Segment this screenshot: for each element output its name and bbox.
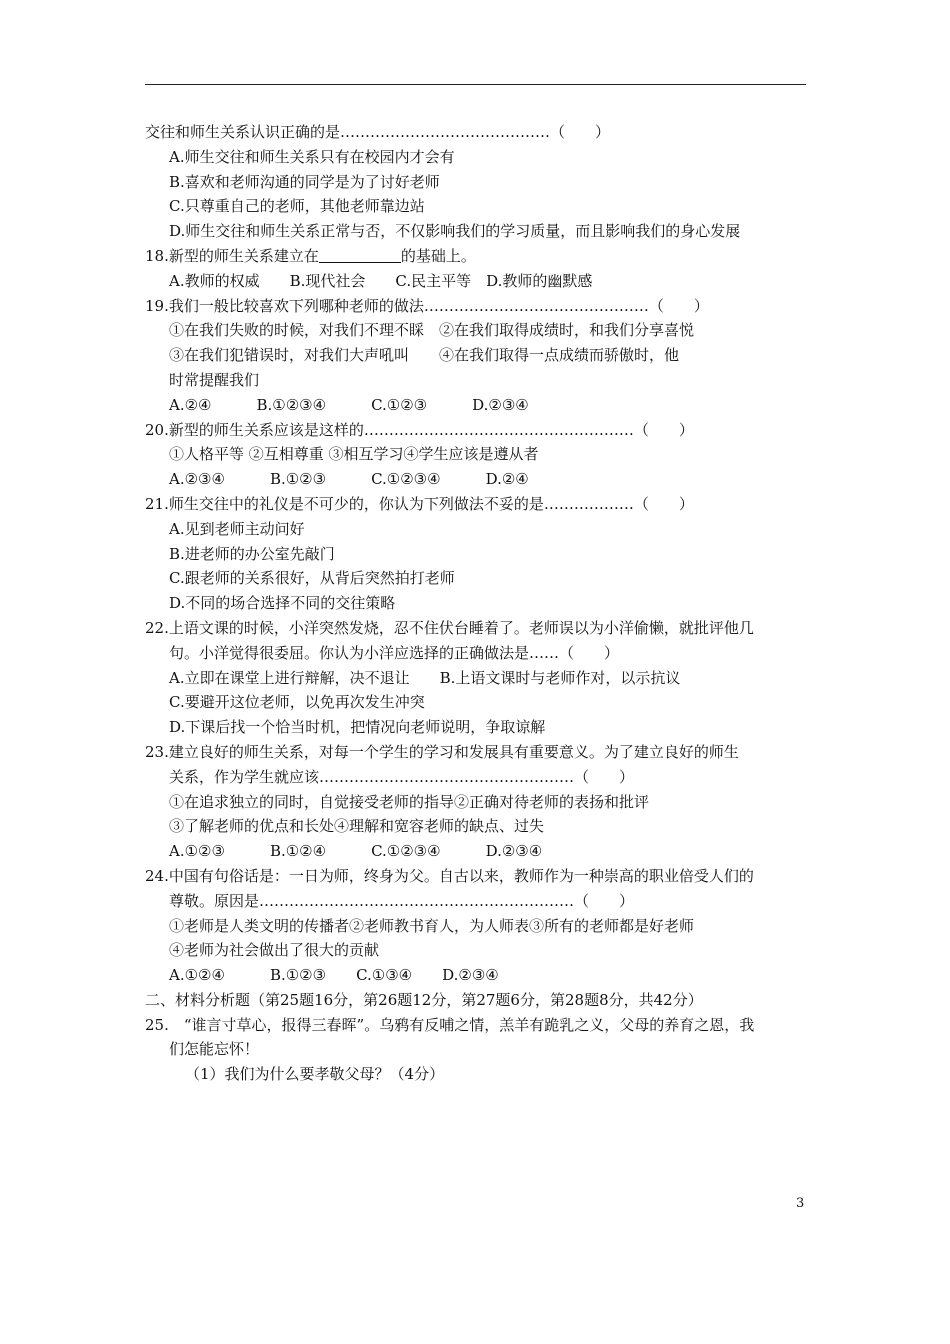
q17-option-a: A.师生交往和师生关系只有在校园内才会有 [169,147,455,166]
q21-option-b: B.进老师的办公室先敲门 [169,544,335,563]
q22-options-ab: A.立即在课堂上进行辩解，决不退让 B.上语文课时与老师作对，以示抗议 [169,668,681,687]
q22-stem-line-1: 22.上语文课的时候，小洋突然发烧，忍不住伏台睡着了。老师误以为小洋偷懒，就批评他几 [145,618,754,637]
q22-stem-line-2: 句。小洋觉得很委屈。你认为小洋应选择的正确做法是……（ ） [169,643,620,662]
q19-options: A.②④ B.①②③④ C.①②③ D.②③④ [169,395,529,414]
q23-options: A.①②③ B.①②④ C.①②③④ D.②③④ [169,842,543,861]
q23-statement-line-2: ③了解老师的优点和长处④理解和宽容老师的缺点、过失 [169,817,545,836]
q18-stem-before: 18.新型的师生关系建立在 [145,246,319,265]
section-2-heading: 二、材料分析题（第25题16分，第26题12分，第27题6分，第28题8分，共42分） [145,990,703,1009]
q19-statement-line-3: 时常提醒我们 [169,370,260,389]
q19-stem: 19.我们一般比较喜欢下列哪种老师的做法………………………………………（ ） [145,296,709,315]
q25-subquestion-1: （1）我们为什么要孝敬父母？（4分） [185,1065,445,1084]
q25-stem-line-2: 们怎能忘怀！ [169,1040,260,1059]
q22-option-c: C.要避开这位老师，以免再次发生冲突 [169,693,425,712]
q24-stem-line-2: 尊敬。原因是………………………………………………………（ ） [169,891,635,910]
q24-statement-line-1: ①老师是人类文明的传播者②老师教书育人，为人师表③所有的老师都是好老师 [169,916,695,935]
exam-content [145,120,810,1087]
q19-statement-line-2: ③在我们犯错误时，对我们大声吼叫 ④在我们取得一点成绩而骄傲时，他 [169,346,680,365]
q18-stem [145,244,810,269]
q18-fill-blank [319,247,401,263]
q19-statement-line-1: ①在我们失败的时候，对我们不理不睬 ②在我们取得成绩时，和我们分享喜悦 [169,321,695,340]
q17-stem: 交往和师生关系认识正确的是……………………………………（ ） [145,123,611,141]
q20-statements: ①人格平等 ②互相尊重 ③相互学习④学生应该是遵从者 [169,445,539,464]
header-rule [145,84,806,85]
q23-statement-line-1: ①在追求独立的同时，自觉接受老师的指导②正确对待老师的表扬和批评 [169,792,650,811]
q17-option-d: D.师生交往和师生关系正常与否，不仅影响我们的学习质量，而且影响我们的身心发展 [169,222,741,241]
q25-stem-line-1: 25. “谁言寸草心，报得三春晖”。乌鸦有反哺之情，羔羊有跪乳之义，父母的养育之恩，我 [145,1015,755,1034]
q17-option-c: C.只尊重自己的老师，其他老师靠边站 [169,197,425,216]
q24-stem-line-1: 24.中国有句俗话是：一日为师，终身为父。自古以来，教师作为一种崇高的职业倍受人们的 [145,866,754,885]
q18-options: A.教师的权威 B.现代社会 C.民主平等 D.教师的幽默感 [169,271,593,290]
q21-option-d: D.不同的场合选择不同的交往策略 [169,594,396,613]
q17-option-b: B.喜欢和老师沟通的同学是为了讨好老师 [169,172,440,191]
page-number: 3 [796,1196,805,1211]
q20-options: A.②③④ B.①②③ C.①②③④ D.②④ [169,470,529,489]
q18-stem-after: 的基础上。 [400,246,476,265]
q24-options: A.①②④ B.①②③ C.①③④ D.②③④ [169,966,499,985]
q21-stem: 21.师生交往中的礼仪是不可少的，你认为下列做法不妥的是………………（ ） [145,494,694,513]
q21-option-a: A.见到老师主动问好 [169,519,305,538]
q20-stem: 20.新型的师生关系应该是这样的………………………………………………（ ） [145,420,694,439]
q23-stem-line-1: 23.建立良好的师生关系，对每一个学生的学习和发展具有重要意义。为了建立良好的师生 [145,742,739,761]
q24-statement-line-2: ④老师为社会做出了很大的贡献 [169,941,380,960]
q22-option-d: D.下课后找一个恰当时机，把情况向老师说明，争取谅解 [169,718,546,737]
q21-option-c: C.跟老师的关系很好，从背后突然拍打老师 [169,569,455,588]
q23-stem-line-2: 关系，作为学生就应该……………………………………………（ ） [169,767,635,786]
